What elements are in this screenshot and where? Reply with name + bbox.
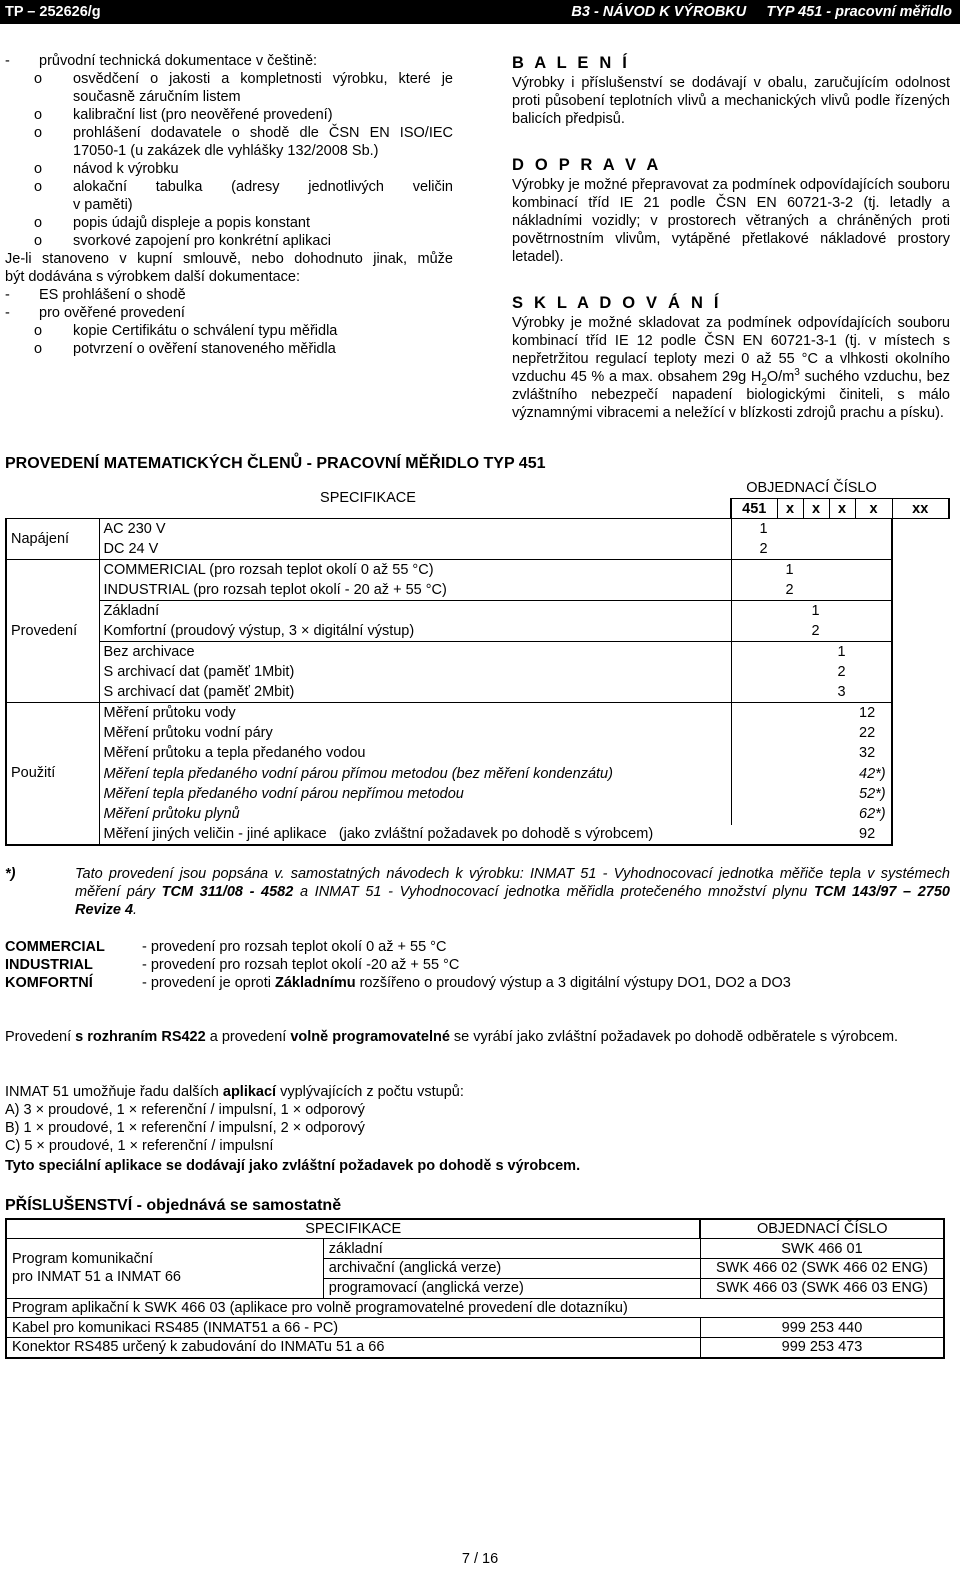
table-row: Program komunikační pro INMAT 51 a INMAT 66: [6, 1239, 323, 1298]
group-pouziti: Použití: [6, 702, 99, 845]
table-row: Měření tepla předaného vodní párou přímou metodou (bez měření kondenzátu): [103, 765, 613, 782]
list-item: kalibrační list (pro neověřené provedení): [73, 107, 333, 123]
table-row: Měření průtoku vodní páry: [103, 724, 273, 741]
list-item: alokační tabulka (adresy jednotlivých veličin: [73, 179, 453, 195]
table-row: Měření průtoku a tepla předaného vodou: [103, 745, 366, 762]
list-item: potvrzení o ověření stanoveného měřidla: [73, 341, 336, 357]
table-row: Kabel pro komunikaci RS485 (INMAT51 a 66 - PC): [6, 1318, 700, 1338]
documentation-list: - průvodní technická dokumentace v češtině: o osvědčení o jakosti a kompletnosti výrobku, které je současně záručním listem o kalibrační list (pro neověřené provedení) o prohlášení dodavatele o shodě dle ČSN EN ISO/IEC 17050-1 (u zakázek dle vyhlášky 132/2008 Sb.) o návod k výrobku o alokační tabulka (adresy jednotlivých veličin v paměti) o popis údajů displeje a popis konstant o svorkové zapojení pro konkrétní aplikaci Je-li stanoveno v kupní smlouvě, nebo dohodnuto jinak, může být dodávána s výrobkem další dokumentace: - ES prohlášení o shodě - pro ověřené provedení o kopie Certifikátu o schválení typu měřidla o potvrzení o ověření stanoveného měřidla: [5, 53, 453, 357]
table-row: Komfortní (proudový výstup, 3 × digitální výstup): [99, 621, 731, 641]
order-header: OBJEDNACÍ ČÍSLO: [731, 478, 892, 498]
spec-header: SPECIFIKACE: [6, 478, 731, 519]
table-row: Základní: [103, 602, 160, 619]
list-item: průvodní technická dokumentace v češtině:: [39, 53, 318, 69]
list-item: návod k výrobku: [73, 161, 179, 177]
table-row: Bez archivace: [103, 643, 195, 660]
table-row: INDUSTRIAL (pro rozsah teplot okolí - 20 až + 55 °C): [99, 580, 731, 600]
section-title-baleni: B A L E N Í: [512, 54, 631, 72]
accessories-table: SPECIFIKACE OBJEDNACÍ ČÍSLO Program komunikační pro INMAT 51 a INMAT 66 základní SWK 466 01 archivační (anglická verze) SWK 466 02 (SWK 466 02 ENG) programovací (anglická verze) SWK 466 03 (SWK 466 03 ENG) Program aplikační k SWK 466 03 (aplikace pro volně programovatelné provedení dle dotazníku) Kabel pro komunikaci RS485 (INMAT51 a 66 - PC) 999 253 440 Konektor RS485 určený k zabudování do INMATu 51 a 66 999 253 473: [5, 1218, 945, 1359]
page-number: 7 / 16: [461, 1551, 499, 1567]
list-item: A) 3 × proudové, 1 × referenční / impulsní, 1 × odporový: [5, 1102, 365, 1118]
list-item: B) 1 × proudové, 1 × referenční / impulsní, 2 × odporový: [5, 1120, 365, 1136]
accessories-title: PŘÍSLUŠENSTVÍ - objednává se samostatně: [5, 1197, 342, 1214]
list-item: svorkové zapojení pro konkrétní aplikaci: [73, 233, 331, 249]
doprava-text: Výrobky je možné přepravovat za podmínek odpovídajících souboru kombinací tříd IE 21 podle ČSN EN 60721-3-2 (tj. letadly a nákladními vozidly; v prostorech větraných a chráněných proti povětrnostním vlivům, vytápěné přetlakové nákladové prostory letadel).: [512, 177, 950, 265]
list-item: C) 5 × proudové, 1 × referenční / impulsní: [5, 1138, 274, 1154]
table-row: Měření průtoku vody: [103, 704, 236, 721]
document-section: B3 - NÁVOD K VÝROBKU TYP 451 - pracovní měřidlo: [571, 4, 952, 20]
table-row: Měření tepla předaného vodní párou nepřímou metodou: [103, 786, 464, 803]
provedeni-table: SPECIFIKACE OBJEDNACÍ ČÍSLO 451 x x x x xx Napájení AC 230 V 1 DC 24 V 2 Provedení COMMERICIAL (pro rozsah teplot okolí 0 až 55 °C) 1 INDUSTRIAL (pro rozsah teplot okolí - 20 až + 55 °C) 2 Základní 1 Komfortní (proudový výstup, 3 × digitální výstup) 2 Bez archivace 1 S archivací dat (paměť 1Mbit) 2 S archivací dat (paměť 2Mbit) 3 Použití Měření průtoku vody 12 Měření průtoku vodní páry 22 Měření průtoku a tepla předaného vodou 32 Měření tepla předaného vodní párou přímou metodou (bez měření kondenzátu) 42*) Měření tepla předaného vodní párou nepřímou metodou 52*) Měření průtoku plynů 62*) Měření jiných veličin - jiné aplikace (jako zvláštní požadavek po dohodě s výrobcem) 92: [5, 478, 950, 846]
table-row: COMMERICIAL (pro rozsah teplot okolí 0 až 55 °C): [103, 562, 434, 578]
list-item: kopie Certifikátu o schválení typu měřidla: [73, 323, 338, 339]
list-item: popis údajů displeje a popis konstant: [73, 215, 310, 231]
document-id: TP – 252626/g: [5, 4, 101, 20]
list-item: pro ověřené provedení: [39, 305, 185, 321]
table-row: Měření jiných veličin - jiné aplikace (jako zvláštní požadavek po dohodě s výrobcem): [99, 825, 855, 845]
table-row: Program aplikační k SWK 466 03 (aplikace pro volně programovatelné provedení dle dotazníku): [6, 1298, 944, 1318]
list-item: prohlášení dodavatele o shodě dle ČSN EN ISO/IEC: [73, 125, 453, 141]
table-row: Konektor RS485 určený k zabudování do INMATu 51 a 66: [6, 1338, 700, 1358]
page-header: [0, 0, 960, 24]
section-title-skladovani: S K L A D O V Á N Í: [512, 294, 722, 312]
paragraph-rs422: Provedení s rozhraním RS422 a provedení volně programovatelné se vyrábí jako zvláštní požadavek po dohodě odběratele s výrobcem.: [5, 1029, 899, 1045]
paragraph: Je-li stanoveno v kupní smlouvě, nebo dohodnuto jinak, může: [5, 251, 453, 267]
baleni-text: Výrobky i příslušenství se dodávají v obalu, zaručujícím odolnost proti působení teplotních vlivů a mechanických vlivů podle řízených balicích předpisů.: [512, 75, 950, 127]
list-item: osvědčení o jakosti a kompletnosti výrobku, které je: [73, 71, 453, 87]
group-napajeni: Napájení: [6, 519, 99, 560]
skladovani-text: Výrobky je možné skladovat za podmínek odpovídajících souboru kombinací tříd IE 12 podle ČSN EN 60721-3-1 (tj. v místech s nepřetržitou regulací teploty mezi 0 až 55 °C a vlhkosti okolního vzduchu 45 % a max. obsahem 29g $H_2O/m^3$ suchého vzduchu, bez zvláštního nebezpečí napadení biologickými činiteli, s málo významnými vibracemi a neležící v blízkosti zdrojů prachu a písku).: [512, 315, 951, 421]
footnote: *) Tato provedení jsou popsána v. samostatných návodech k výrobku: INMAT 51 - Vyhodnocovací jednotka měřiče tepla v systémech měření páry TCM 311/08 - 4582 a INMAT 51 - Vyhodnocovací jednotka měřidla protečeného množství plynu TCM 143/97 – 2750 Revize 4.: [5, 866, 950, 918]
table-row: Měření průtoku plynů: [103, 806, 240, 823]
group-provedeni: Provedení: [6, 560, 99, 703]
table1-title: PROVEDENÍ MATEMATICKÝCH ČLENŮ - PRACOVNÍ MĚŘIDLO TYP 451: [5, 455, 546, 472]
table-row: S archivací dat (paměť 1Mbit): [103, 663, 295, 680]
section-title-doprava: D O P R A V A: [512, 156, 662, 174]
paragraph-aplikace: INMAT 51 umožňuje řadu dalších aplikací vyplývajících z počtu vstupů: A) 3 × proudové, 1 × referenční / impulsní, 1 × odporový B) 1 × proudové, 1 × referenční / impulsní, 2 × odporový C) 5 × proudové, 1 × referenční / impulsní Tyto speciální aplikace se dodávají jako zvláštní požadavek po dohodě s výrobcem.: [5, 1083, 950, 1175]
definitions: COMMERCIAL - provedení pro rozsah teplot okolí 0 až + 55 °C INDUSTRIAL - provedení pro rozsah teplot okolí -20 až + 55 °C KOMFORTNÍ - provedení je oproti Základnímu rozšířeno o proudový výstup a 3 digitální výstupy DO1, DO2 a DO3: [5, 939, 791, 991]
table-row: DC 24 V: [99, 539, 731, 559]
table-row: S archivací dat (paměť 2Mbit): [99, 682, 731, 702]
handling-info: [512, 52, 950, 422]
table-row: AC 230 V: [99, 519, 731, 539]
list-item: ES prohlášení o shodě: [39, 287, 186, 303]
